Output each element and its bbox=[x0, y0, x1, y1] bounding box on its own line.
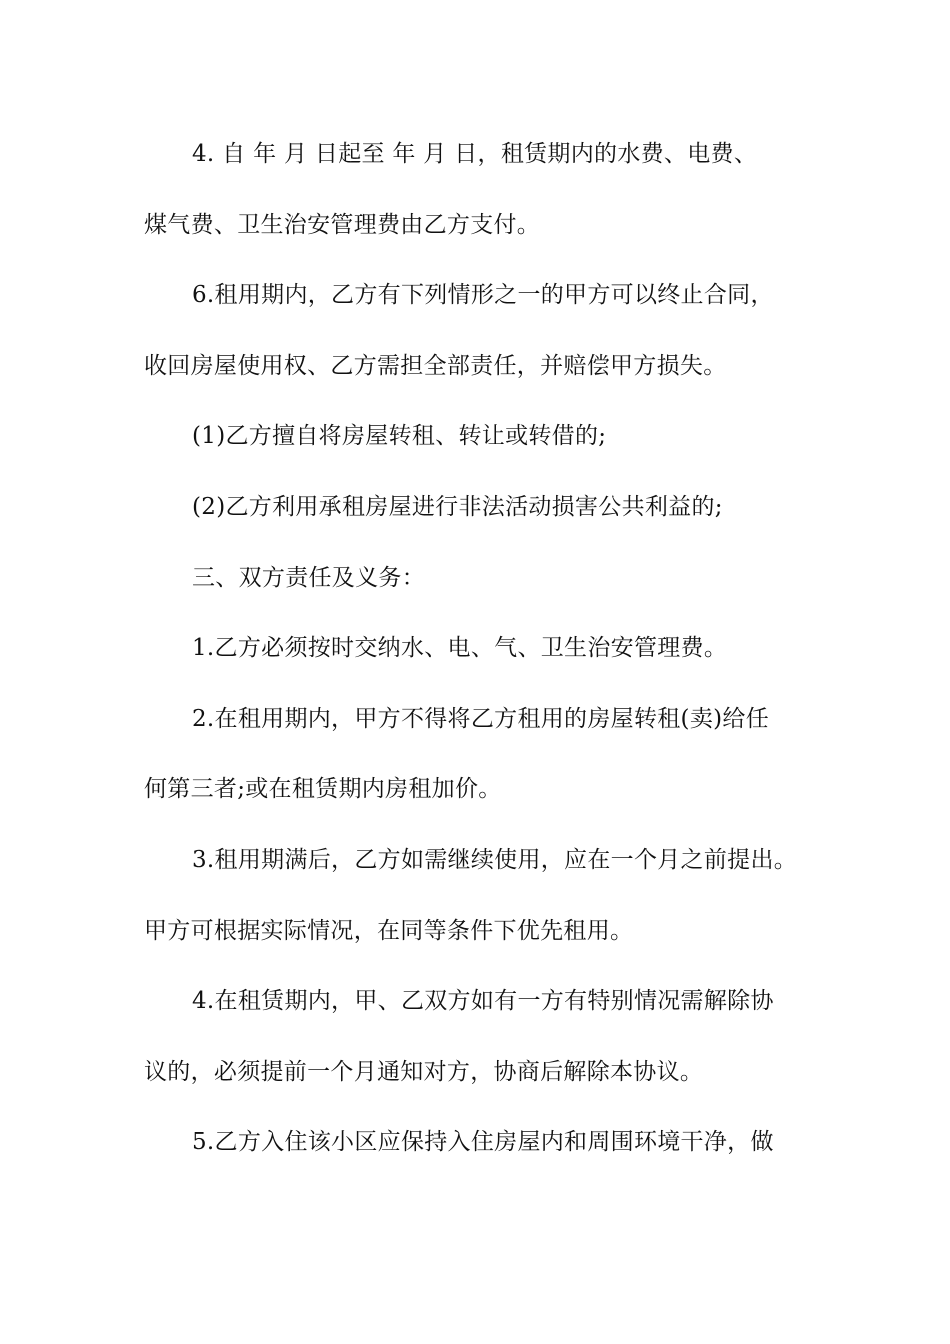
text-line: (2)乙方利用承租房屋进行非法活动损害公共利益的; bbox=[192, 493, 723, 520]
text-line: 何第三者;或在租赁期内房租加价。 bbox=[144, 776, 502, 803]
text-line: 1.乙方必须按时交纳水、电、气、卫生治安管理费。 bbox=[192, 635, 728, 662]
text-line: 3.租用期满后，乙方如需继续使用，应在一个月之前提出。 bbox=[192, 846, 798, 873]
text-line: 4. 自 年 月 日起至 年 月 日，租赁期内的水费、电费、 bbox=[192, 141, 758, 167]
text-line: 煤气费、卫生治安管理费由乙方支付。 bbox=[144, 211, 541, 238]
section-heading: 三、双方责任及义务： bbox=[192, 564, 425, 591]
text-line: 5.乙方入住该小区应保持入住房屋内和周围环境干净，做 bbox=[192, 1129, 774, 1156]
text-line: 4.在租赁期内，甲、乙双方如有一方有特别情况需解除协 bbox=[192, 988, 774, 1015]
text-line: 甲方可根据实际情况，在同等条件下优先租用。 bbox=[144, 917, 634, 944]
text-line: (1)乙方擅自将房屋转租、转让或转借的; bbox=[192, 423, 607, 450]
text-line: 6.租用期内，乙方有下列情形之一的甲方可以终止合同， bbox=[192, 282, 774, 309]
document-body bbox=[144, 132, 809, 1191]
text-line: 收回房屋使用权、乙方需担全部责任，并赔偿甲方损失。 bbox=[144, 352, 727, 379]
text-line: 2.在租用期内，甲方不得将乙方租用的房屋转租(卖)给任 bbox=[192, 705, 769, 732]
text-line: 议的，必须提前一个月通知对方，协商后解除本协议。 bbox=[144, 1058, 704, 1085]
